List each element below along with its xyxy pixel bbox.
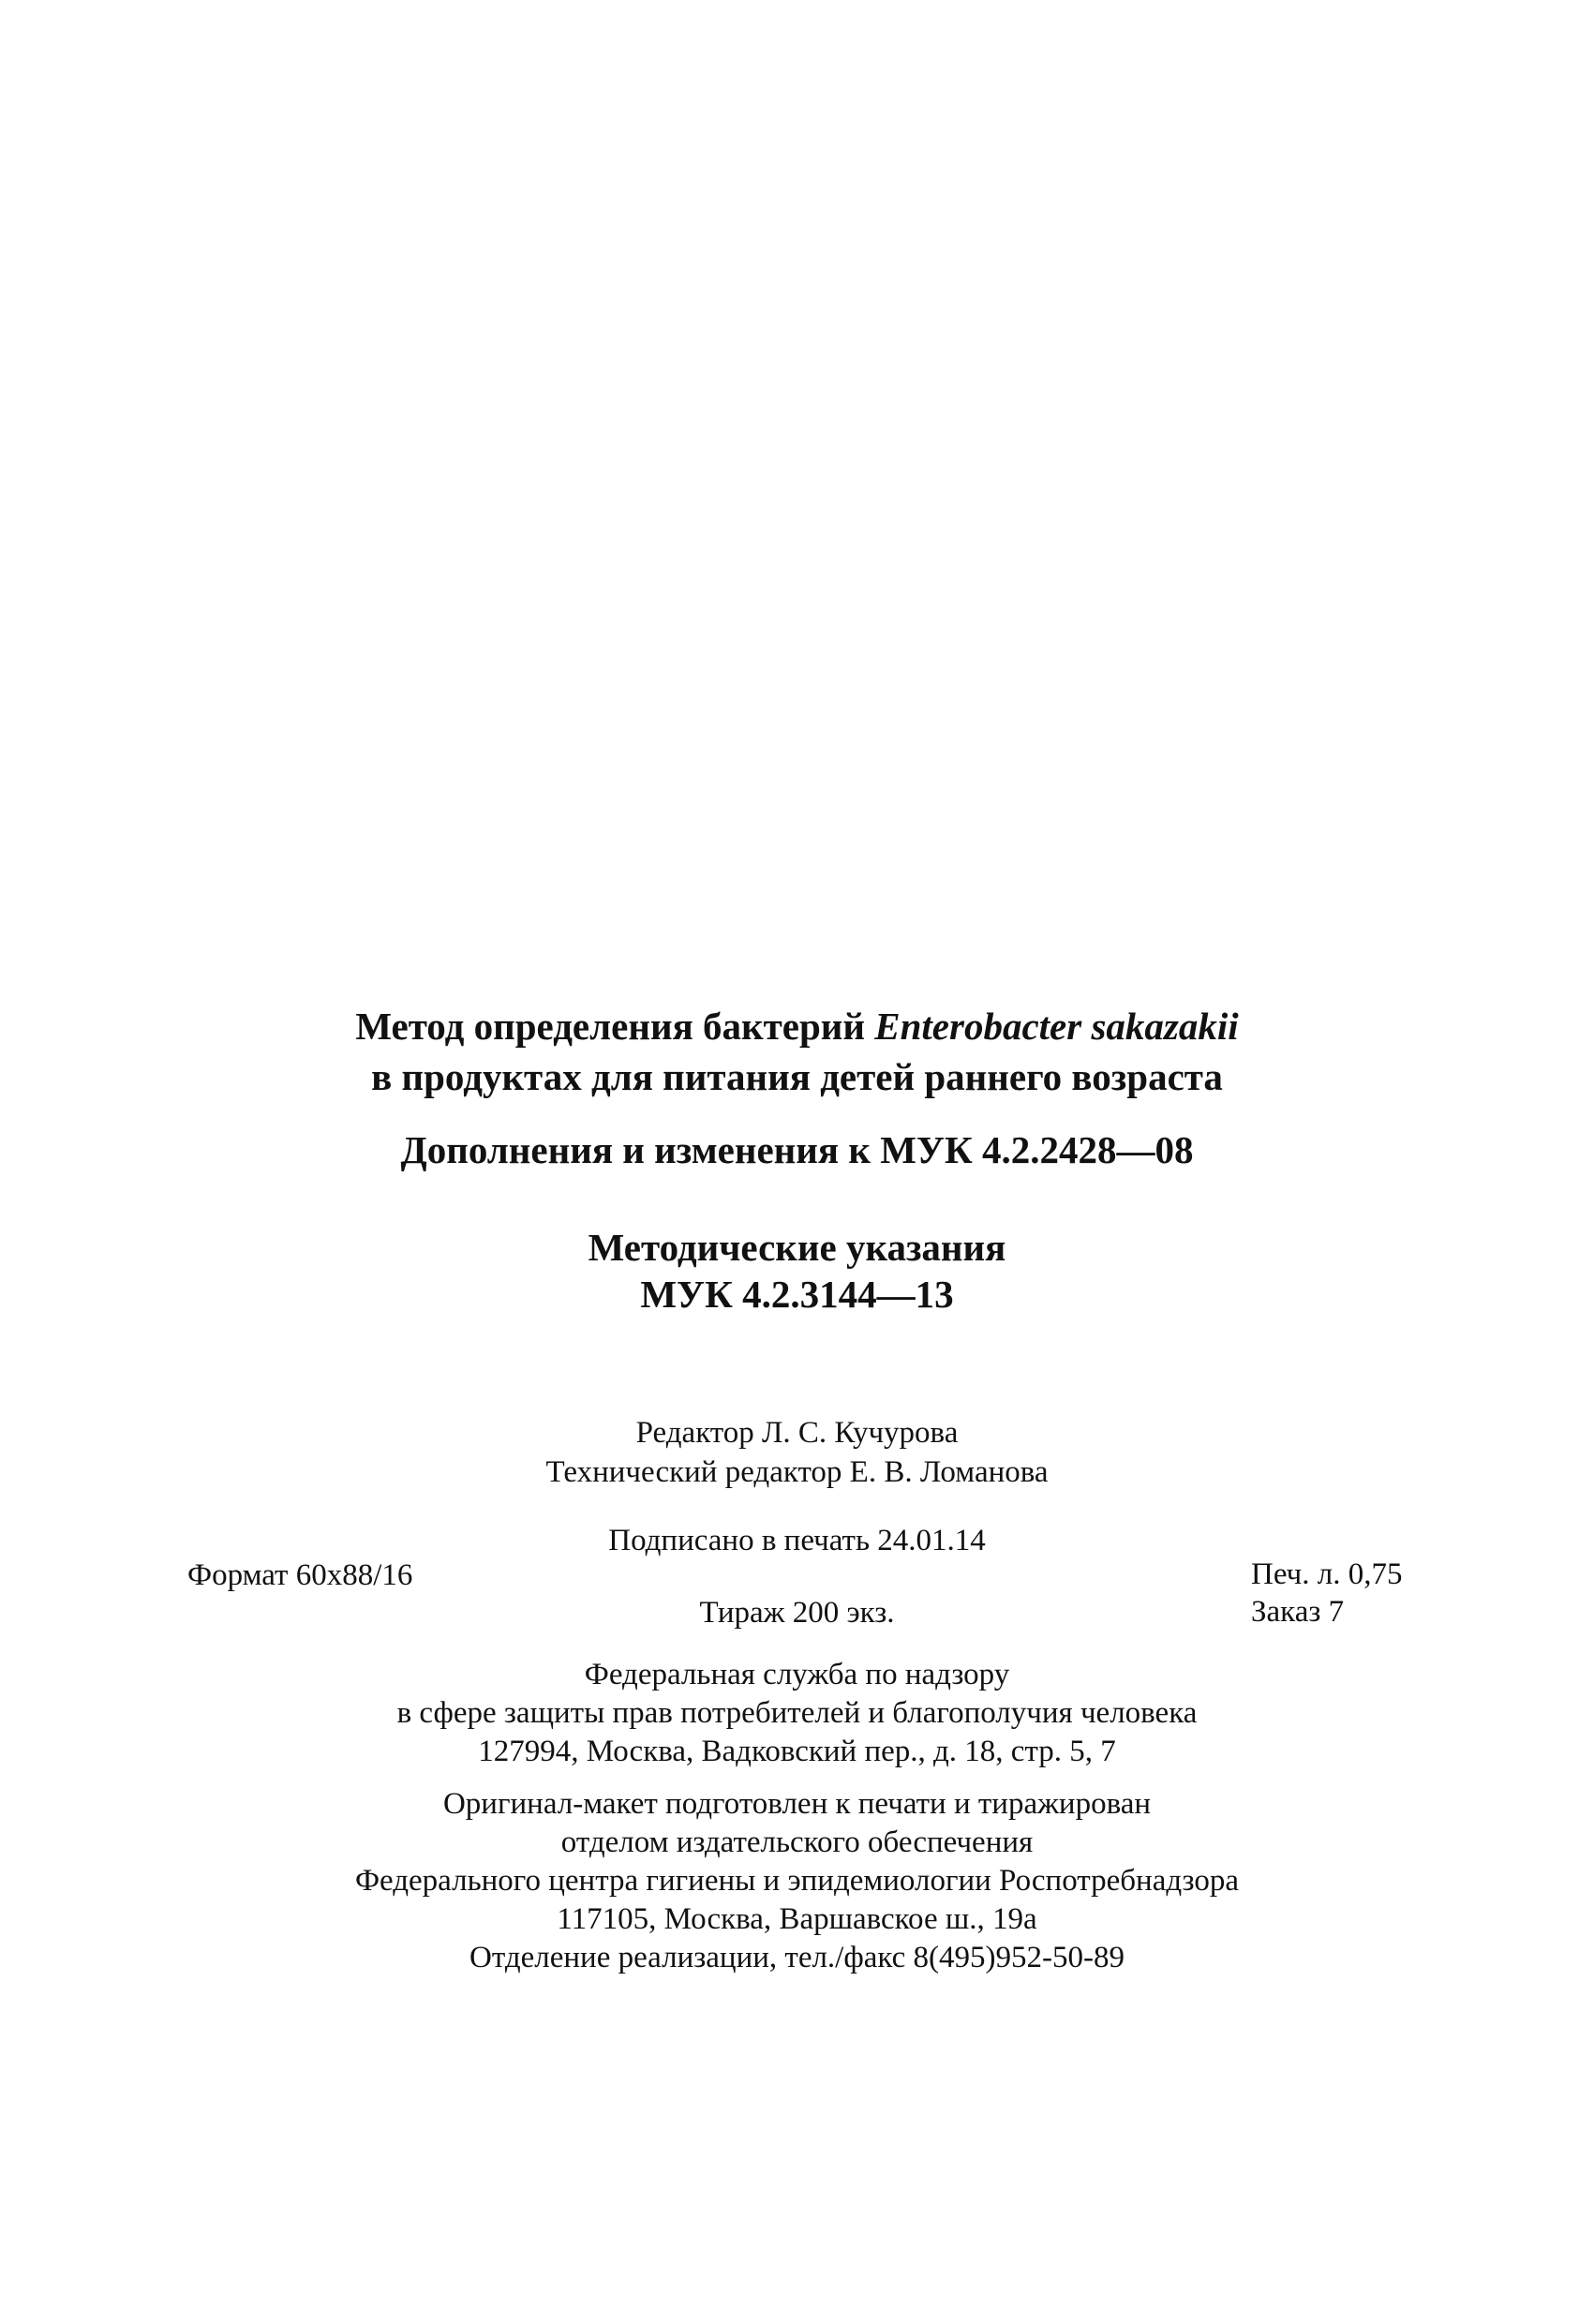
order-number: Заказ 7: [1251, 1595, 1345, 1629]
title-latin-name: Enterobacter sakazakii: [874, 1005, 1239, 1048]
amendment-text: Дополнения и изменения к МУК 4.2.2428—08: [400, 1128, 1194, 1171]
print-run-text: Тираж 200 экз.: [699, 1596, 895, 1630]
document-type: Методические указания: [588, 1226, 1006, 1269]
amendment-heading: [0, 1125, 1594, 1175]
maker-address: 117105, Москва, Варшавское ш., 19а: [557, 1902, 1037, 1936]
tech-editor-line: Технический редактор Е. В. Ломанова: [545, 1455, 1049, 1489]
publisher-block: [0, 1656, 1594, 1771]
print-sheets-order: [1251, 1556, 1402, 1631]
title-line-1: [0, 1001, 1594, 1051]
document-designation: [0, 1224, 1594, 1318]
title-line-2: в продуктах для питания детей раннего возраста: [371, 1055, 1223, 1098]
document-title: [0, 1001, 1594, 1102]
maker-line-2: отделом издательского обеспечения: [560, 1825, 1034, 1859]
publisher-line-2: в сфере защиты прав потребителей и благополучия человека: [396, 1696, 1198, 1730]
maker-line-3: Федерального центра гигиены и эпидемиологии Роспотребнадзора: [354, 1864, 1240, 1898]
editors-block: [0, 1413, 1594, 1492]
title-prefix: Метод определения бактерий: [355, 1005, 875, 1048]
format-info: Формат 60x88/16: [187, 1558, 413, 1592]
publisher-line-1: Федеральная служба по надзору: [584, 1658, 1010, 1691]
maker-line-1: Оригинал-макет подготовлен к печати и тиражирован: [442, 1787, 1152, 1821]
document-code: МУК 4.2.3144—13: [640, 1273, 954, 1316]
layout-maker-block: [0, 1785, 1594, 1977]
publisher-address: 127994, Москва, Вадковский пер., д. 18, стр. 5, 7: [478, 1735, 1116, 1768]
signed-date: Подписано в печать 24.01.14: [608, 1524, 986, 1557]
editor-line: Редактор Л. С. Кучурова: [635, 1416, 959, 1450]
print-sheets: Печ. л. 0,75: [1251, 1557, 1403, 1591]
signed-to-print: [0, 1521, 1594, 1560]
sales-contact: Отделение реализации, тел./факс 8(495)952-50-89: [469, 1941, 1125, 1974]
